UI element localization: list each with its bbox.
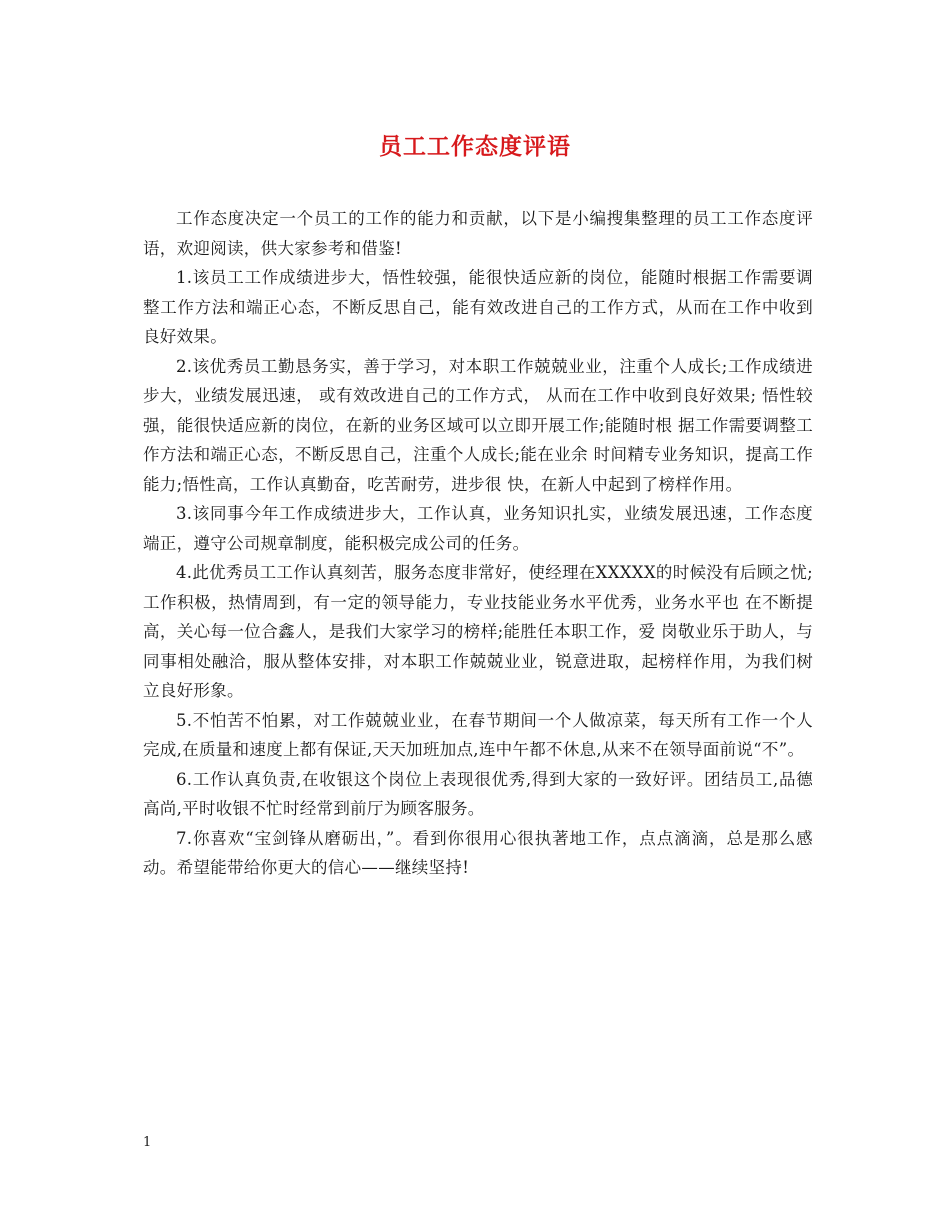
intro-paragraph: 工作态度决定一个员工的工作的能力和贡献，以下是小编搜集整理的员工工作态度评语，欢迎阅读，供大家参考和借鉴! xyxy=(143,209,813,258)
comment-paragraph-1: 1.该员工工作成绩进步大，悟性较强，能很快适应新的岗位，能随时根据工作需要调整工作方法和端正心态，不断反思自己，能有效改进自己的工作方式，从而在工作中收到良好效果。 xyxy=(143,268,813,346)
comment-paragraph-5: 5.不怕苦不怕累，对工作兢兢业业，在春节期间一个人做凉菜，每天所有工作一个人完成,在质量和速度上都有保证,天天加班加点,连中午都不休息,从来不在领导面前说“不”。 xyxy=(143,710,813,759)
comment-paragraph-2: 2.该优秀员工勤恳务实，善于学习，对本职工作兢兢业业，注重个人成长;工作成绩进 步大，业绩发展迅速， 或有效改进自己的工作方式， 从而在工作中收到良好效果; 悟性较强，能很快适应新的岗位，在新的业务区域可以立即开展工作;能随时根 据工作需要调整工作方法和端正心态，不断反思自己，注重个人成长;能在业余 时间精专业务知识，提高工作能力;悟性高，工作认真勤奋，吃苦耐劳，进步很 快，在新人中起到了榜样作用。 xyxy=(143,356,813,494)
comment-paragraph-6: 6.工作认真负责,在收银这个岗位上表现很优秀,得到大家的一致好评。团结员工,品德高尚,平时收银不忙时经常到前厅为顾客服务。 xyxy=(143,769,813,818)
document-body xyxy=(143,204,813,883)
comment-paragraph-7: 7.你喜欢“宝剑锋从磨砺出，”。看到你很用心很执著地工作，点点滴滴，总是那么感动。希望能带给你更大的信心——继续坚持! xyxy=(143,828,813,877)
comment-paragraph-4: 4.此优秀员工工作认真刻苦，服务态度非常好，使经理在XXXXX的时候没有后顾之忧;工作积极，热情周到，有一定的领导能力，专业技能业务水平优秀，业务水平也 在不断提高，关心每一位合鑫人，是我们大家学习的榜样;能胜任本职工作，爱 岗敬业乐于助人，与同事相处融洽，服从整体安排，对本职工作兢兢业业，锐意进取，起榜样作用，为我们树立良好形象。 xyxy=(143,563,813,700)
page-number: 1 xyxy=(143,1135,152,1150)
document-title: 员工工作态度评语 xyxy=(379,133,571,160)
comment-paragraph-3: 3.该同事今年工作成绩进步大，工作认真，业务知识扎实，业绩发展迅速，工作态度端正，遵守公司规章制度，能积极完成公司的任务。 xyxy=(143,504,813,553)
